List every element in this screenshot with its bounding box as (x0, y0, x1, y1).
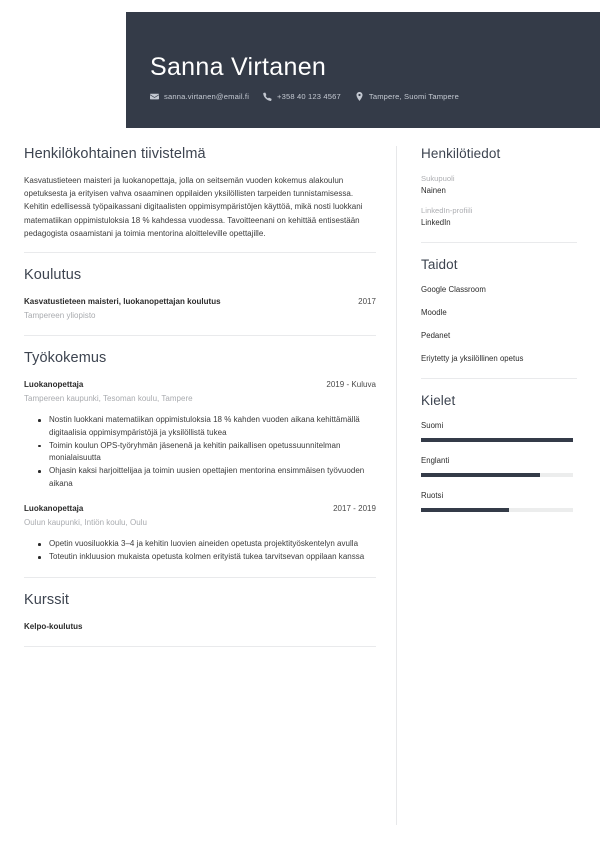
education-title: Koulutus (24, 267, 82, 284)
language-item (421, 420, 577, 442)
detail-label-linkedin: LinkedIn-profiili (421, 205, 473, 215)
summary-text: Kasvatustieteen maisteri ja luokanopettaja, jolla on seitsemän vuoden kokemus alakoulun opetuksesta ja erityisen vahva osaaminen oppilaiden yksilöllisten tarpeiden tunnistamisessa. Kehitin edellisessä työpaikassani digitaalisten oppimisympäristöjen käyttöä, mikä nosti luokkani matematiikan oppimistuloksia 18 % kahdessa vuodessa. Tavoitteenani on kehittää entisestään pedagogista osaamistani ja toimia mentorina aloitteleville opettajille. (24, 176, 363, 238)
experience-title: Työkokemus (24, 350, 107, 367)
course-name: Kelpo-koulutus (24, 621, 83, 631)
phone-icon (263, 92, 272, 101)
language-level-track (421, 508, 573, 512)
candidate-name: Sanna Virtanen (150, 53, 327, 81)
experience-role: Luokanopettaja (24, 504, 84, 514)
language-level-fill (421, 438, 573, 442)
experience-entry-head (24, 379, 376, 392)
languages-title: Kielet (421, 392, 456, 408)
experience-date: 2017 - 2019 (333, 504, 376, 514)
experience-entry-head (24, 503, 376, 516)
courses-title: Kurssit (24, 591, 70, 608)
section-skills (421, 243, 577, 379)
contact-email-text: sanna.virtanen@email.fi (164, 92, 250, 101)
experience-date: 2019 - Kuluva (326, 380, 376, 390)
education-institution: Tampereen yliopisto (24, 310, 96, 320)
experience-bullet: Toteutin inkluusion mukaista opetusta kolmen erityistä tukea tarvitsevan oppilaan kanssa (38, 551, 376, 564)
education-entry (24, 296, 376, 322)
language-level-fill (421, 508, 509, 512)
contact-phone[interactable] (263, 92, 341, 101)
envelope-icon (150, 92, 159, 101)
contact-location-text: Tampere, Suomi Tampere (368, 92, 459, 101)
section-education (24, 253, 376, 336)
education-entry-head (24, 296, 376, 309)
experience-bullet: Nostin luokkani matematiikan oppimistuloksia 18 % kahden vuoden aikana kehittämällä digitaalisia oppimisympäristöjä ja yksilöllistä tukea (38, 414, 376, 439)
language-item (421, 490, 577, 512)
experience-role: Luokanopettaja (24, 380, 84, 390)
language-name: Ruotsi (421, 490, 444, 500)
experience-employer: Oulun kaupunki, Intiön koulu, Oulu (24, 517, 147, 527)
education-date: 2017 (358, 297, 376, 307)
contact-location[interactable] (355, 92, 459, 101)
entry-spacer (24, 491, 376, 503)
experience-bullet: Ohjasin kaksi harjoittelijaa ja toimin uusien opettajien mentorina ensimmäisen työvuoden aikana (38, 465, 376, 490)
language-level-fill (421, 473, 540, 477)
detail-value-linkedin[interactable]: LinkedIn (421, 217, 451, 227)
column-divider (396, 146, 397, 825)
language-level-track (421, 438, 573, 442)
experience-entry (24, 379, 376, 491)
skill-item: Moodle (421, 307, 447, 317)
skills-title: Taidot (421, 256, 458, 272)
detail-label-gender: Sukupuoli (421, 174, 455, 183)
contact-email[interactable] (150, 92, 249, 101)
personal-details-title: Henkilötiedot (421, 146, 501, 161)
experience-bullets (38, 538, 376, 564)
main-column (24, 145, 376, 647)
section-experience (24, 336, 376, 578)
resume-header (126, 12, 600, 128)
skill-item: Google Classroom (421, 284, 486, 294)
detail-value-gender: Nainen (421, 186, 446, 195)
contact-phone-text: +358 40 123 4567 (277, 92, 341, 101)
summary-title: Henkilökohtainen tiivistelmä (24, 146, 206, 162)
language-name: Suomi (421, 420, 444, 430)
experience-bullets (38, 414, 376, 491)
language-name: Englanti (421, 455, 450, 465)
section-summary (24, 145, 376, 253)
experience-employer: Tampereen kaupunki, Tesoman koulu, Tampere (24, 393, 193, 403)
sidebar-column (421, 145, 577, 512)
section-languages (421, 379, 577, 512)
contact-row (150, 92, 600, 101)
education-degree: Kasvatustieteen maisteri, luokanopettajan koulutus (24, 297, 221, 307)
location-pin-icon (355, 92, 364, 101)
skill-item: Pedanet (421, 330, 451, 340)
language-item (421, 455, 577, 477)
courses-divider (24, 646, 376, 647)
experience-bullet: Toimin koulun OPS-työryhmän jäsenenä ja kehitin paikallisen opetussuunnitelman monialaisuutta (38, 440, 376, 465)
section-personal-details (421, 145, 577, 243)
course-entry (24, 621, 376, 634)
experience-entry (24, 503, 376, 564)
experience-bullet: Opetin vuosiluokkia 3–4 ja kehitin luovien aineiden opetusta projektityöskentelyn avulla (38, 538, 376, 551)
skill-item: Eriytetty ja yksilöllinen opetus (421, 353, 524, 363)
section-courses (24, 578, 376, 648)
language-level-track (421, 473, 573, 477)
